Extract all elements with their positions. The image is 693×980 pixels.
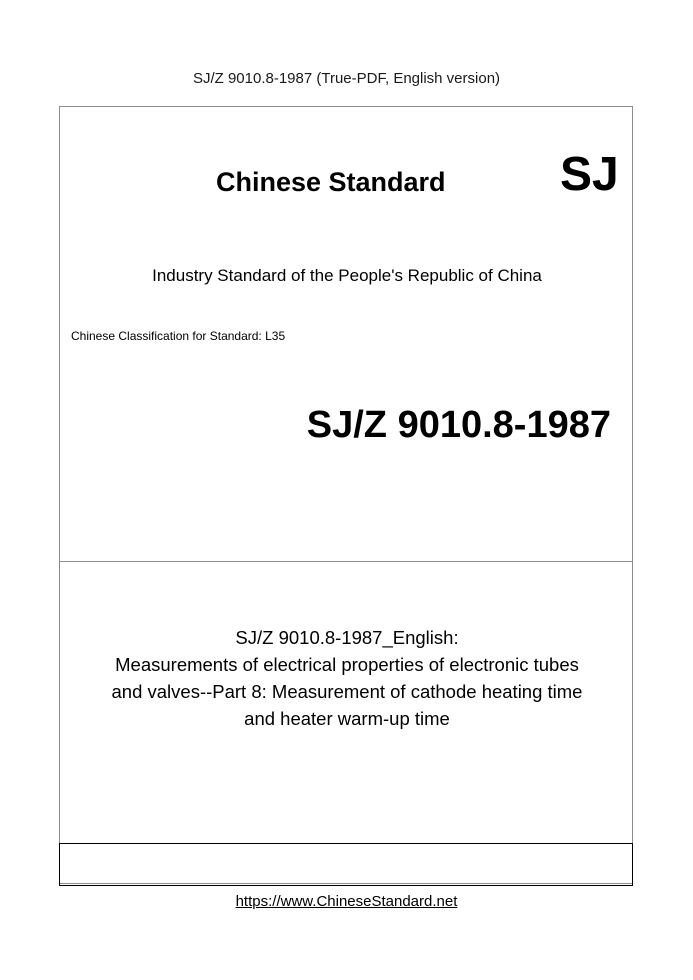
sj-mark: SJ	[560, 148, 619, 201]
website-link[interactable]: https://www.ChineseStandard.net	[235, 893, 458, 910]
description-line: and valves--Part 8: Measurement of cathode heating time	[111, 681, 583, 702]
standard-description	[60, 624, 634, 732]
standard-code: SJ/Z 9010.8-1987	[306, 404, 611, 446]
description-line: SJ/Z 9010.8-1987_English:	[235, 627, 459, 648]
industry-standard-line: Industry Standard of the People's Republic of China	[152, 266, 542, 285]
section-divider	[60, 561, 632, 562]
footer-box	[59, 843, 633, 886]
description-line: Measurements of electrical properties of electronic tubes	[115, 654, 579, 675]
cover-title: Chinese Standard	[216, 167, 446, 197]
description-line: and heater warm-up time	[244, 708, 450, 729]
classification-line: Chinese Classification for Standard: L35	[71, 329, 286, 343]
cover-frame	[59, 106, 633, 884]
document-header: SJ/Z 9010.8-1987 (True-PDF, English version)	[192, 70, 501, 87]
